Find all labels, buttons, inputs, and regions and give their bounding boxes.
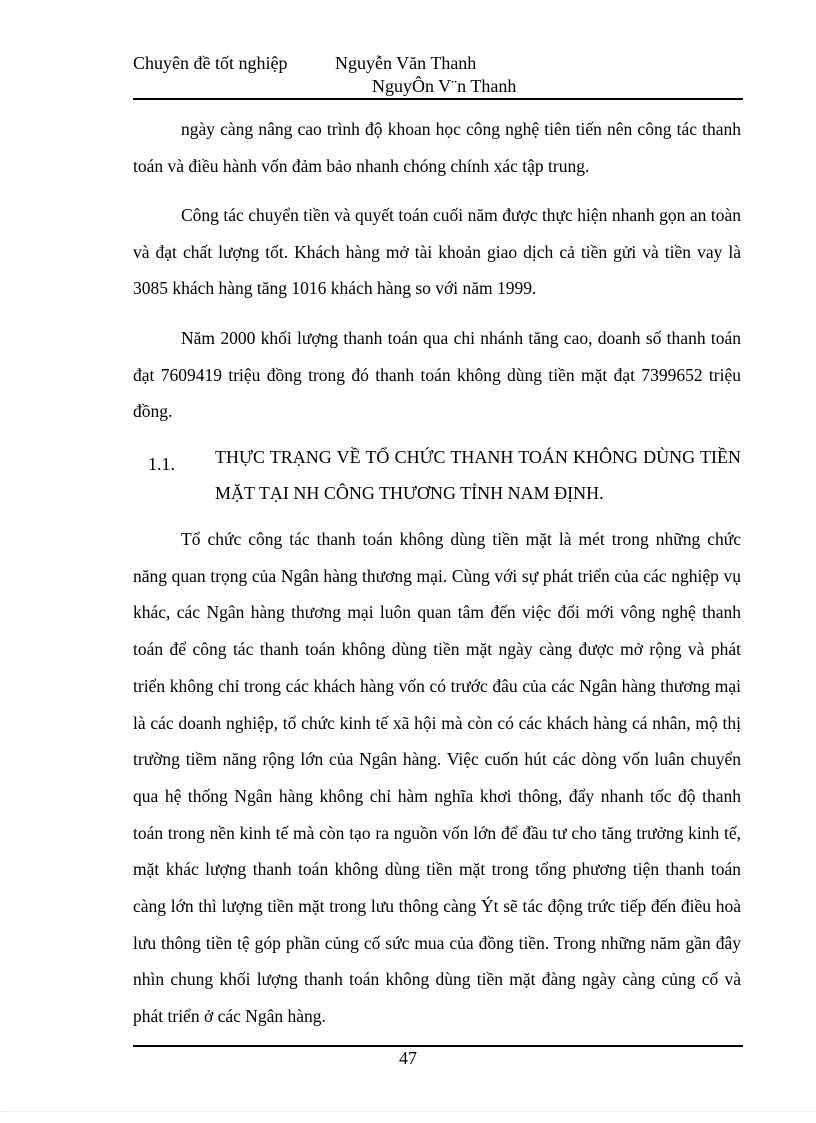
footer-rule xyxy=(133,1045,743,1047)
paragraph-1: ngày càng nâng cao trình độ khoan học công nghệ tiên tiến nên công tác thanh toán và điều hành vốn đảm bảo nhanh chóng chính xác tập trung. xyxy=(133,119,741,176)
paragraph-3: Năm 2000 khối lượng thanh toán qua chi nhánh tăng cao, doanh số thanh toán đạt 7609419 triệu đồng trong đó thanh toán không dùng tiền mặt đạt 7399652 triệu đồng. xyxy=(133,328,741,422)
page-number: 47 xyxy=(399,1048,417,1068)
section-title: THỰC TRẠNG VỀ TỔ CHỨC THANH TOÁN KHÔNG DÙNG TIỀN MẶT TẠI NH CÔNG THƯƠNG TỈNH NAM ĐỊNH. xyxy=(215,447,741,503)
page-edge-divider xyxy=(0,1111,816,1112)
header-author: Nguyễn Văn Thanh xyxy=(335,53,477,73)
header-author-garbled: NguyÔn V¨n Thanh xyxy=(372,76,517,96)
header-document-type: Chuyên đề tốt nghiệp xyxy=(133,53,288,73)
header-rule xyxy=(133,98,743,100)
paragraph-2: Công tác chuyển tiền và quyết toán cuối năm được thực hiện nhanh gọn an toàn và đạt chất lượng tốt. Khách hàng mở tài khoản giao dịch cả tiền gửi và tiền vay là 3085 khách hàng tăng 1016 khách hàng so với năm 1999. xyxy=(133,205,741,299)
body-paragraph: Tổ chức công tác thanh toán không dùng tiền mặt là mét trong những chức năng quan trọng của Ngân hàng thương mại. Cùng với sự phát triển của các nghiệp vụ khác, các Ngân hàng thương mại luôn quan tâm đến việc đổi mới vông nghệ thanh toán để công tác thanh toán không dùng tiền mặt ngày càng được mở rộng và phát triển không chỉ trong các khách hàng vốn có trước đâu của các Ngân hàng thương mại là các doanh nghiệp, tổ chức kinh tế xã hội mà còn có các khách hàng cá nhân, mộ thị trường tiềm năng rộng lớn của Ngân hàng. Việc cuốn hút các dòng vốn luân chuyển qua hệ thống Ngân hàng không chỉ hàm nghĩa khơi thông, đẩy nhanh tốc độ thanh toán trong nền kinh tế mà còn tạo ra nguồn vốn lớn để đầu tư cho tăng trưởng kinh tế, mặt khác lượng thanh toán không dùng tiền mặt trong tổng phương tiện thanh toán càng lớn thì lượng tiền mặt trong lưu thông càng Ýt sẽ tác động trức tiếp đến điều hoà lưu thông tiền tệ góp phần củng cố sức mua của đồng tiền. Trong những năm gần đây nhìn chung khối lượng thanh toán không dùng tiền mặt đàng ngày càng củng cố và phát triển ở các Ngân hàng. xyxy=(133,529,741,1027)
section-number: 1.1. xyxy=(148,454,175,474)
